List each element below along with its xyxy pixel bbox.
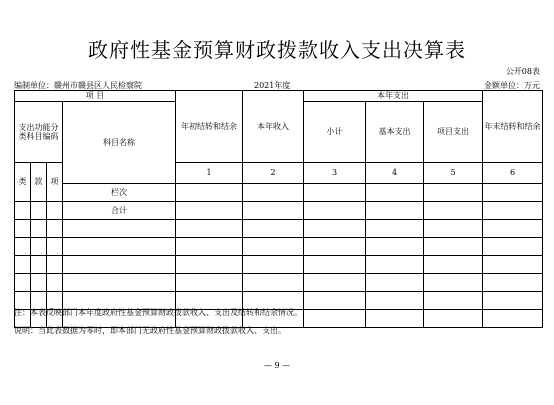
- currency-unit: 金额单位：万元: [484, 81, 540, 90]
- page-title: 政府性基金预算财政拨款收入支出决算表: [88, 38, 466, 62]
- col-number-6: 6: [483, 163, 543, 184]
- col-number-2: 2: [243, 163, 304, 184]
- header-project: 项目支出: [424, 102, 483, 163]
- table-row: [15, 238, 543, 256]
- form-code: 公开08表: [505, 67, 540, 76]
- header-begin-balance: 年初结转和结余: [176, 91, 243, 163]
- header-end-balance: 年末结转和结余: [483, 91, 543, 163]
- header-item: 项 目: [15, 91, 176, 102]
- page-number: — 9 —: [263, 361, 291, 370]
- table-cell: [424, 184, 483, 202]
- col-number-5: 5: [424, 163, 483, 184]
- table-cell: [483, 184, 543, 202]
- table-cell: [304, 184, 366, 202]
- header-subtotal: 小计: [304, 102, 366, 163]
- header-basic: 基本支出: [366, 102, 424, 163]
- table-note: 注：本表反映部门本年度政府性基金预算财政拨款收入、支出及结转和结余情况。: [14, 308, 302, 317]
- header-lei: 类: [15, 163, 31, 202]
- header-func-code: 支出功能分类科目编码: [15, 102, 63, 163]
- table-cell: [176, 184, 243, 202]
- header-subject-name: 科目名称: [63, 102, 176, 184]
- table-row: [15, 274, 543, 292]
- col-number-4: 4: [366, 163, 424, 184]
- compiling-unit: 编制单位：赣州市赣县区人民检察院: [14, 81, 142, 90]
- table-row: [15, 256, 543, 274]
- fund-budget-table: [14, 90, 543, 328]
- table-cell: [366, 184, 424, 202]
- col-number-1: 1: [176, 163, 243, 184]
- header-xiang: 项: [47, 163, 63, 202]
- table-row: [15, 220, 543, 238]
- col-number-3: 3: [304, 163, 366, 184]
- header-column-order: 栏次: [63, 184, 176, 202]
- total-label: 合计: [63, 202, 176, 220]
- table-row-total: [15, 202, 543, 220]
- table-cell: [243, 184, 304, 202]
- report-year: 2021年度: [254, 81, 291, 90]
- header-income: 本年收入: [243, 91, 304, 163]
- table-explanation: 说明：当此表数据为零时，即本部门无政府性基金预算财政拨款收入、支出。: [14, 326, 286, 335]
- header-expense-group: 本年支出: [304, 91, 483, 102]
- header-kuan: 款: [31, 163, 47, 202]
